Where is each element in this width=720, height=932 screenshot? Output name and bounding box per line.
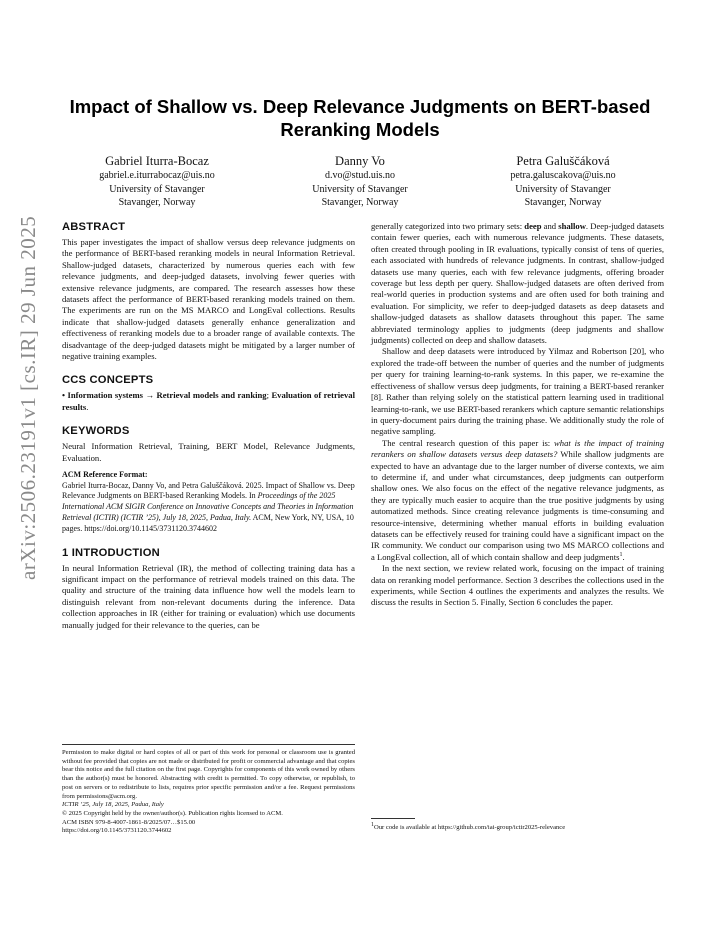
author-block — [62, 153, 658, 210]
doi-line: https://doi.org/10.1145/3731120.3744602 — [62, 827, 172, 835]
author-1 — [62, 153, 252, 210]
author-3 — [468, 153, 658, 210]
acm-reference-part: ACM, New York, NY, USA, 10 pages. https://doi.org/10.1145/3731120.3744602 — [62, 512, 354, 533]
text-run: While shallow judgments are expected to have an advantage due to the larger number of diverse contexts, we aim to determine if, and under what circumstances, deep judgments can outperform shallow ones. We also focus on the effect of the negative relevance judgments, as they are typically much easier to acquire than the true positive judgments by using automatized methods. Since creating relevance judgments is time-consuming and resource-intensive, determining whether manual efforts in building evaluation datasets can be effectively reused for training could have a significant impact on the IR community. We conduct our comparison using two MS MARCO collections and a LongEval collection, all of which contain shallow and deep judgments — [371, 449, 664, 562]
right-paragraph-1 — [371, 221, 664, 346]
copyright-line: © 2025 Copyright held by the owner/author(s). Publication rights licensed to ACM. — [62, 809, 283, 817]
author-name: Danny Vo — [335, 154, 385, 168]
author-name: Petra Galuščáková — [516, 154, 610, 168]
ccs-concept-2: Evaluation of retrieval results — [62, 390, 355, 412]
author-email: petra.galuscakova@uis.no — [510, 170, 616, 181]
text-run: . Deep-judged datasets contain fewer queries, each with numerous relevance judgments. These datasets, often created through pooling in IR evaluations, typically consist of tens of queries, each associated with hundreds of relevance judgments. In contrast, shallow-judged datasets use many queries, each with few relevance judgments, offering broader coverage but less depth per query. Shallow-judged datasets are often derived from real-world queries in production systems and are often used for both training and evaluation. For simplicity, we refer to deep-judged datasets as deep datasets and shallow-judged datasets as shallow datasets throughout this paper. The same abbreviated terminology applies to judgments (deep judgments and shallow judgments) collected on deep and shallow datasets. — [371, 221, 664, 346]
term-deep: deep — [524, 221, 542, 231]
divider — [62, 744, 355, 745]
author-location: Stavanger, Norway — [524, 197, 602, 208]
ccs-concept-1: • Information systems → Retrieval models and ranking — [62, 390, 267, 401]
author-affiliation: University of Stavanger — [109, 183, 205, 195]
author-affiliation: University of Stavanger — [515, 183, 611, 195]
acm-reference-part: Gabriel Iturra-Bocaz, Danny Vo, and Petra Galuščáková. 2025. Impact of Shallow vs. Deep Relevance Judgments on BERT-based Reranking Models. In — [62, 480, 355, 501]
author-affiliation: University of Stavanger — [312, 183, 408, 195]
author-2 — [265, 153, 455, 210]
ccs-heading: CCS CONCEPTS — [62, 374, 154, 387]
author-location: Stavanger, Norway — [118, 197, 196, 208]
footnote-block — [371, 818, 664, 832]
author-email: gabriel.e.iturrabocaz@uis.no — [99, 170, 215, 181]
permission-text: Permission to make digital or hard copies of all or part of this work for personal or classroom use is granted without fee provided that copies are not made or distributed for profit or commercial advantage and that copies bear this notice and the full citation on the first page. Copyrights for components of this work owned by others than the author(s) must be honored. Abstracting with credit is permitted. To copy otherwise, or republish, to post on servers or to redistribute to lists, requires prior specific permission and/or a fee. Request permissions from permissions@acm.org. — [62, 749, 355, 800]
isbn-line: ACM ISBN 979-8-4007-1861-8/2025/07…$15.00 — [62, 818, 196, 826]
introduction-paragraph: In neural Information Retrieval (IR), the method of collecting training data has a significant impact on the performance of retrieval models trained on this data. The quality and structure of the training data influence how well the models learn to distinguish relevant from non-relevant documents during the inference. Data collection approaches in IR (either for training or evaluation) which use documents manually judged for their relevance to the queries, can be — [62, 562, 355, 630]
paper-title: Impact of Shallow vs. Deep Relevance Judgments on BERT-based Reranking Models — [69, 96, 651, 140]
ccs-end: . — [86, 401, 89, 412]
footnote-marker: 1 — [619, 551, 623, 558]
acm-reference-heading: ACM Reference Format: — [62, 470, 148, 480]
introduction-heading: 1 INTRODUCTION — [62, 546, 160, 559]
footnote-text — [371, 823, 664, 832]
permission-block — [62, 744, 355, 836]
left-column — [62, 220, 355, 631]
footnote-mark: 1 — [371, 821, 374, 828]
abstract-text: This paper investigates the impact of shallow versus deep relevance judgments on the performance of BERT-based reranking models in neural Information Retrieval. Shallow-judged datasets, characterized by numerous queries each with few relevance judgments, and deep-judged datasets, involving fewer queries with extensive relevance judgments, are compared. The research assesses how these datasets affect the performance of BERT-based reranking models trained on them. The experiments are run on the MS MARCO and LongEval collections. Results indicate that shallow-judged datasets generally enhance generalization and effectiveness of reranking models due to a broader range of available contexts. The disadvantage of the deep-judged datasets might be mitigated by a larger number of negative training examples. — [62, 237, 355, 362]
right-paragraph-4: In the next section, we review related work, focusing on the impact of training data on reranking model performance. Section 3 describes the collections used in the experiments, while Section 4 outlines the experiments and analyzes the results. We discuss the results in Section 5. Finally, Section 6 concludes the paper. — [371, 563, 664, 608]
author-location: Stavanger, Norway — [321, 197, 399, 208]
ccs-separator: ; — [266, 390, 272, 401]
keywords-heading: KEYWORDS — [62, 425, 130, 438]
term-shallow: shallow — [558, 221, 586, 231]
keywords-text: Neural Information Retrieval, Training, BERT Model, Relevance Judgments, Evaluation. — [62, 441, 355, 463]
divider — [371, 818, 415, 819]
text-run: The central research question of this paper is: — [382, 437, 555, 448]
arxiv-sidebar-stamp: arXiv:2506.23191v1 [cs.IR] 29 Jun 2025 — [16, 215, 40, 580]
text-run: . — [622, 551, 625, 562]
right-paragraph-3 — [371, 438, 664, 563]
right-column — [371, 221, 664, 609]
research-question: what is the impact of training rerankers on shallow datasets versus deep datasets? — [371, 437, 664, 460]
right-paragraph-2: Shallow and deep datasets were introduced by Yilmaz and Robertson [20], who explored the trade-off between the number of queries and the number of judgments per query for training learning-to-rank systems. In this paper, we re-examine the effectiveness of shallow versus deep judgments, for training a BERT-based reranker [8]. Rather than relying solely on the statistical pattern learning used in traditional learning-to-rank, we use BERT-based rerankers which capture semantic relationships in query-document pairs during the training phase. We additionally study the role of negative sampling. — [371, 346, 664, 437]
ccs-text — [62, 390, 355, 413]
abstract-heading: ABSTRACT — [62, 221, 126, 233]
acm-reference-text — [62, 481, 355, 535]
text-run: and — [541, 221, 559, 231]
author-name: Gabriel Iturra-Bocaz — [105, 154, 209, 168]
acm-reference-venue: Proceedings of the 2025 International ACM SIGIR Conference on Innovative Concepts and Theories in Information Retrieval (ICTIR) (ICTIR ’25), July 18, 2025, Padua, Italy. — [62, 491, 354, 522]
text-run: generally categorized into two primary sets: — [371, 221, 525, 231]
author-email: d.vo@stud.uis.no — [324, 170, 396, 181]
footnote-content: Our code is available at https://github.com/iai-group/ictir2025-relevance — [374, 824, 566, 831]
venue-line: ICTIR ’25, July 18, 2025, Padua, Italy — [62, 801, 164, 809]
